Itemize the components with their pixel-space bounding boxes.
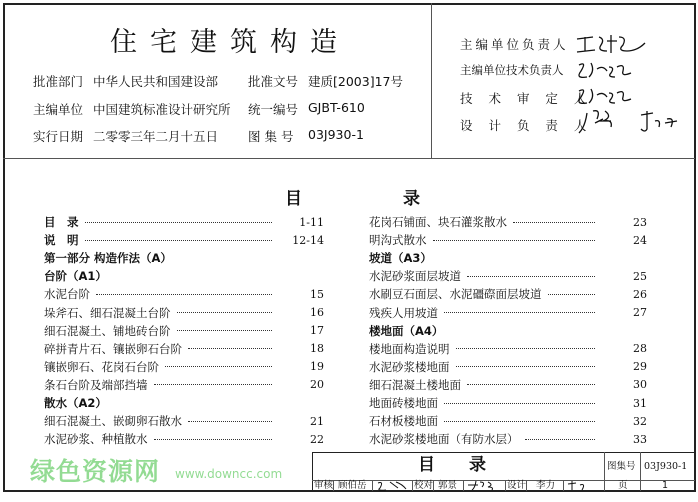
toc-entry[interactable] [369, 322, 647, 340]
toc-entry-label: 细石混凝土、铺地砖台阶 [44, 323, 171, 338]
toc-entry-page: 19 [310, 360, 324, 374]
toc-entry[interactable] [369, 213, 647, 231]
toc-entry[interactable] [44, 304, 324, 322]
toc-entry-label: 残疾人用坡道 [369, 305, 438, 320]
signatory-role: 主编单位负责人 [460, 37, 569, 52]
document-title: 住宅建筑构造 [110, 27, 350, 58]
toc-entry-page: 28 [633, 342, 647, 356]
meta-value: 二零零三年二月十五日 [93, 129, 219, 144]
toc-entry-label: 台阶（A1） [44, 269, 107, 284]
toc-entry-page: 15 [310, 287, 324, 301]
meta-label: 批准文号 [248, 74, 299, 89]
toc-entry-label: 细石混凝土、嵌砌卵石散水 [44, 414, 182, 429]
page-label: 页 [618, 480, 628, 491]
toc-entry[interactable] [369, 412, 647, 430]
meta-value: GJBT-610 [308, 100, 365, 115]
toc-heading-right: 录 [403, 189, 420, 209]
toc-entry-page: 21 [310, 414, 324, 428]
toc-entry-page: 29 [633, 360, 647, 374]
dot-leader [154, 384, 273, 385]
toc-entry[interactable] [369, 249, 647, 267]
designer-name: 李力 [536, 480, 556, 491]
check-label: 校对 [414, 480, 434, 491]
toc-entry-label: 楼地面（A4） [369, 323, 444, 338]
toc-entry-label: 垛斧石、细石混凝土台阶 [44, 305, 171, 320]
title-block-signatures [374, 480, 602, 491]
toc-entry-label: 坡道（A3） [369, 251, 432, 266]
watermark-url: www.downcc.com [175, 467, 283, 481]
meta-value: 03J930-1 [308, 127, 364, 142]
toc-entry[interactable] [44, 249, 324, 267]
toc-entry-label: 楼地面构造说明 [369, 341, 450, 356]
toc-entry-label: 细石混凝土楼地面 [369, 377, 461, 392]
toc-entry-label: 条石台阶及端部挡墙 [44, 377, 148, 392]
atlas-number-label: 图集号 [607, 461, 636, 472]
toc-entry[interactable] [44, 322, 324, 340]
dot-leader [467, 276, 595, 277]
dot-leader [165, 366, 272, 367]
dot-leader [85, 222, 273, 223]
toc-entry-label: 明沟式散水 [369, 233, 427, 248]
review-label: 审核 [314, 480, 334, 491]
toc-entry-label: 水泥砂浆面层坡道 [369, 269, 461, 284]
toc-entry-label: 说 明 [44, 233, 79, 248]
handwritten-signatures [575, 25, 693, 145]
meta-label: 统一编号 [248, 102, 299, 117]
dot-leader [456, 366, 596, 367]
signatory-role: 主编单位技术负责人 [460, 63, 564, 77]
toc-entry[interactable] [369, 231, 647, 249]
toc-entry[interactable] [44, 285, 324, 303]
meta-value: 中华人民共和国建设部 [93, 74, 219, 89]
dot-leader [444, 421, 595, 422]
dot-leader [433, 240, 596, 241]
toc-entry-label: 水刷豆石面层、水泥礓磜面层坡道 [369, 287, 542, 302]
toc-entry-label: 花岗石铺面、块石灌浆散水 [369, 215, 507, 229]
reviewer-name: 顾伯岳 [338, 480, 367, 491]
dot-leader [85, 240, 273, 241]
toc-entry-label: 水泥砂浆楼地面（有防水层） [369, 432, 519, 447]
toc-entry-label: 目 录 [44, 215, 79, 229]
meta-label: 图 集 号 [248, 129, 294, 144]
toc-entry-page: 26 [633, 287, 647, 301]
meta-value: 中国建筑标准设计研究所 [93, 102, 231, 117]
toc-entry[interactable] [44, 376, 324, 394]
toc-entry-page: 27 [633, 306, 647, 319]
toc-entry[interactable] [44, 231, 324, 249]
dot-leader [444, 403, 595, 404]
toc-entry-page: 18 [310, 342, 324, 356]
dot-leader [467, 384, 595, 385]
signatory-role: 设 计 负 责 人 [460, 118, 593, 133]
toc-entry-label: 水泥砂浆、种植散水 [44, 432, 148, 447]
dot-leader [548, 294, 596, 295]
meta-value: 建质[2003]17号 [308, 74, 403, 89]
toc-entry[interactable] [369, 394, 647, 412]
dot-leader [188, 348, 272, 349]
meta-label: 实行日期 [33, 129, 84, 144]
toc-entry-page: 25 [633, 269, 647, 283]
dot-leader [177, 312, 273, 313]
toc-entry-label: 水泥台阶 [44, 287, 90, 302]
toc-entry[interactable] [44, 340, 324, 358]
toc-entry-label: 地面砖楼地面 [369, 396, 438, 410]
toc-entry[interactable] [44, 358, 324, 376]
toc-entry-page: 16 [310, 306, 324, 319]
toc-entry-page: 24 [633, 233, 647, 247]
dot-leader [456, 348, 596, 349]
meta-label: 主编单位 [33, 102, 84, 117]
toc-entry-page: 30 [633, 378, 647, 392]
dot-leader [513, 222, 595, 223]
atlas-number: 03J930-1 [644, 461, 688, 472]
toc-entry[interactable] [369, 285, 647, 303]
toc-entry[interactable] [44, 213, 324, 231]
toc-entry[interactable] [369, 304, 647, 322]
toc-entry-page: 32 [633, 414, 647, 428]
sheet-title: 目 录 [418, 455, 486, 475]
toc-entry[interactable] [369, 340, 647, 358]
page-number: 1 [662, 480, 669, 491]
toc-entry-page: 17 [310, 324, 324, 338]
toc-entry[interactable] [44, 412, 324, 430]
toc-entry[interactable] [369, 358, 647, 376]
meta-label: 批准部门 [33, 74, 84, 89]
checker-name: 郭景 [438, 480, 458, 491]
toc-entry[interactable] [44, 394, 324, 412]
toc-entry-page: 33 [633, 432, 647, 446]
toc-entry-page: 23 [633, 215, 647, 229]
dot-leader [188, 421, 272, 422]
dot-leader [177, 330, 273, 331]
toc-entry-page: 12-14 [292, 233, 324, 247]
toc-entry-label: 水泥砂浆楼地面 [369, 359, 450, 374]
signatory-role: 技 术 审 定 人 [460, 91, 593, 106]
toc-entry[interactable] [44, 430, 324, 448]
toc-heading-left: 目 [285, 189, 302, 209]
dot-leader [154, 439, 273, 440]
toc-entry-page: 1-11 [299, 215, 324, 229]
dot-leader [96, 294, 272, 295]
toc-entry[interactable] [369, 430, 647, 448]
toc-entry-page: 31 [633, 396, 647, 410]
toc-entry-page: 22 [310, 432, 324, 446]
dot-leader [525, 439, 596, 440]
toc-entry[interactable] [44, 267, 324, 285]
toc-entry-label: 第一部分 构造作法（A） [44, 251, 172, 266]
design-label: 设计 [507, 480, 527, 491]
toc-entry-label: 镶嵌卵石、花岗石台阶 [44, 359, 159, 374]
toc-entry-label: 碎拼青片石、镶嵌卵石台阶 [44, 341, 182, 356]
toc-entry-page: 20 [310, 378, 324, 392]
toc-entry[interactable] [369, 376, 647, 394]
watermark-text: 绿色资源网 [30, 457, 161, 486]
toc-entry-label: 石材板楼地面 [369, 414, 438, 429]
toc-entry-label: 散水（A2） [44, 396, 107, 410]
toc-entry[interactable] [369, 267, 647, 285]
dot-leader [444, 312, 595, 313]
